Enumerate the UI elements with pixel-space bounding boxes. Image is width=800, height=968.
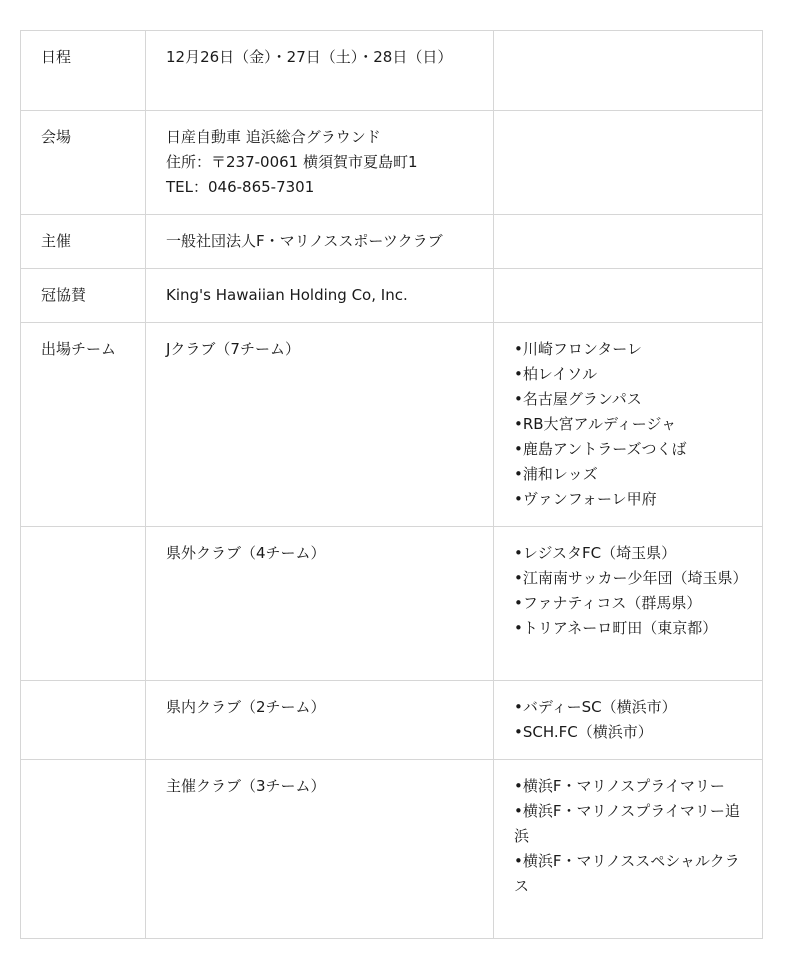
team-list [494, 527, 763, 681]
team-list [494, 760, 763, 939]
schedule-value: 12月26日（金）・27日（土）・28日（日） [146, 31, 494, 111]
table-row [21, 31, 763, 111]
team-category: 県内クラブ（2チーム） [146, 681, 494, 760]
team-category: 県外クラブ（4チーム） [146, 527, 494, 681]
table-row [21, 269, 763, 323]
table-row [21, 681, 763, 760]
table-row [21, 323, 763, 527]
venue-name: 日産自動車 追浜総合グラウンド [166, 128, 381, 146]
list-item: •浦和レッズ [514, 465, 598, 483]
list-item: •鹿島アントラーズつくば [514, 440, 687, 458]
empty-cell [494, 215, 763, 269]
table-row [21, 527, 763, 681]
table-row [21, 111, 763, 215]
team-category: 主催クラブ（3チーム） [146, 760, 494, 939]
empty-cell [21, 760, 146, 939]
list-item: •横浜F・マリノスプライマリー追浜 [514, 802, 740, 845]
empty-cell [494, 269, 763, 323]
event-info [20, 30, 762, 939]
list-item: •ファナティコス（群馬県） [514, 594, 702, 612]
list-item: •江南南サッカー少年団（埼玉県） [514, 569, 748, 587]
sponsor-value: King's Hawaiian Holding Co, Inc. [146, 269, 494, 323]
list-item: •ヴァンフォーレ甲府 [514, 490, 657, 508]
venue-value [146, 111, 494, 215]
organizer-label: 主催 [21, 215, 146, 269]
list-item: •横浜F・マリノスプライマリー [514, 777, 725, 795]
team-category: Jクラブ（7チーム） [146, 323, 494, 527]
list-item: •レジスタFC（埼玉県） [514, 544, 677, 562]
venue-address: 住所：〒237-0061 横須賀市夏島町1 [166, 153, 418, 171]
venue-phone: TEL：046-865-7301 [166, 178, 315, 196]
organizer-value: 一般社団法人F・マリノススポーツクラブ [146, 215, 494, 269]
teams-label: 出場チーム [21, 323, 146, 527]
empty-cell [494, 111, 763, 215]
list-item: •名古屋グランパス [514, 390, 642, 408]
event-info-table [20, 30, 763, 939]
team-list [494, 681, 763, 760]
list-item: •柏レイソル [514, 365, 598, 383]
empty-cell [21, 527, 146, 681]
list-item: •トリアネーロ町田（東京都） [514, 619, 718, 637]
empty-cell [21, 681, 146, 760]
empty-cell [494, 31, 763, 111]
venue-label: 会場 [21, 111, 146, 215]
list-item: •SCH.FC（横浜市） [514, 723, 653, 741]
list-item: •横浜F・マリノススペシャルクラス [514, 852, 740, 895]
list-item: •RB大宮アルディージャ [514, 415, 677, 433]
sponsor-label: 冠協賛 [21, 269, 146, 323]
team-list [494, 323, 763, 527]
table-row [21, 215, 763, 269]
schedule-label: 日程 [21, 31, 146, 111]
list-item: •川崎フロンターレ [514, 340, 642, 358]
table-row [21, 760, 763, 939]
list-item: •バディーSC（横浜市） [514, 698, 677, 716]
